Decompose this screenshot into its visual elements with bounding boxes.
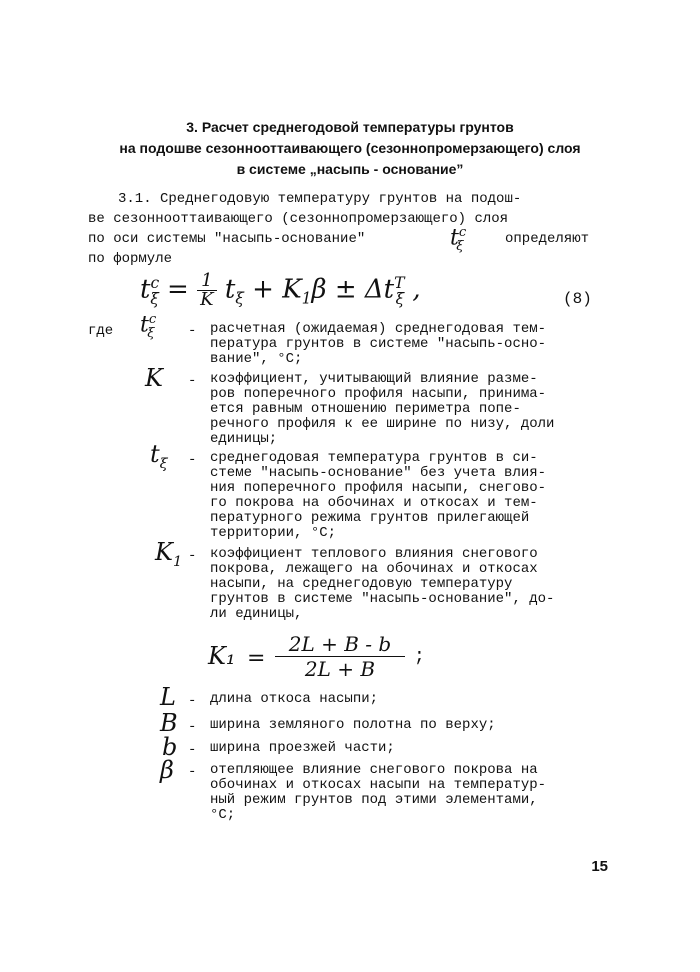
def-k-line3: ется равным отношению периметра попе- bbox=[210, 401, 521, 417]
intro-line1: 3.1. Среднегодовую температуру грунтов на подош- bbox=[118, 191, 522, 207]
def-k1-line2: покрова, лежащего на обочинах и откосах bbox=[210, 561, 538, 577]
def-beta-line4: °С; bbox=[210, 807, 236, 823]
dash-1: - bbox=[188, 323, 197, 339]
section-title-line3: в системе „насыпь - основание” bbox=[236, 161, 464, 177]
def-txi-line3: ния поперечного профиля насыпи, снегово- bbox=[210, 480, 547, 496]
def-txi-line2: стеме "насыпь-основание" без учета влия- bbox=[210, 465, 547, 481]
def-k1-line3: насыпи, на среднегодовую температуру bbox=[210, 576, 513, 592]
symbol-l: L bbox=[160, 683, 176, 711]
dash-4: - bbox=[188, 548, 197, 564]
def-b-upper-line1: ширина земляного полотна по верху; bbox=[210, 717, 496, 733]
def-tc-line3: вание", °С; bbox=[210, 351, 303, 367]
def-tc-line2: пература грунтов в системе "насыпь-осно- bbox=[210, 336, 547, 352]
def-txi-line5: пературного режима грунтов прилегающей bbox=[210, 510, 530, 526]
symbol-t-xi: $t_\xi$ bbox=[150, 440, 168, 472]
symbol-k1: $K_1$ bbox=[155, 538, 183, 570]
symbol-b-lower: b bbox=[162, 733, 178, 761]
page-number: 15 bbox=[591, 858, 608, 875]
dash-7: - bbox=[188, 742, 197, 758]
def-txi-line4: го покрова на обочинах и откосах и тем- bbox=[210, 495, 538, 511]
def-k1-line5: ли единицы, bbox=[210, 606, 303, 622]
section-title-line1: 3. Расчет среднегодовой температуры грунтов bbox=[186, 119, 514, 135]
symbol-b-upper: B bbox=[160, 709, 178, 737]
formula-k1-fraction bbox=[275, 632, 405, 681]
formula-k1-eq: = bbox=[247, 646, 266, 671]
intro-line2: ве сезоннооттаивающего (сезоннопромерзающего) слоя bbox=[88, 211, 509, 227]
symbol-beta: β bbox=[160, 756, 174, 784]
dash-5: - bbox=[188, 693, 197, 709]
def-l-line1: длина откоса насыпи; bbox=[210, 691, 379, 707]
symbol-tc-inline: $t^c_\xi$ bbox=[450, 225, 467, 254]
section-title-line2: на подошве сезоннооттаивающего (сезоннопромерзающего) слоя bbox=[119, 140, 581, 156]
def-k-line2: ров поперечного профиля насыпи, принима- bbox=[210, 386, 547, 402]
def-k1-line4: грунтов в системе "насыпь-основание", до- bbox=[210, 591, 555, 607]
intro-line3a: по оси системы "насыпь-основание" bbox=[88, 231, 366, 247]
dash-8: - bbox=[188, 764, 197, 780]
def-beta-line3: ный режим грунтов под этими элементами, bbox=[210, 792, 538, 808]
dash-2: - bbox=[188, 373, 197, 389]
def-k1-line1: коэффициент теплового влияния снегового bbox=[210, 546, 538, 562]
def-k-line5: единицы; bbox=[210, 431, 278, 447]
dash-6: - bbox=[188, 719, 197, 735]
def-k-line1: коэффициент, учитывающий влияние разме- bbox=[210, 371, 538, 387]
formula-k1-lhs-text: K₁ bbox=[208, 642, 236, 670]
intro-line3b: определяют bbox=[505, 231, 590, 247]
formula-number: (8) bbox=[563, 290, 592, 308]
formula-k1-tail: ; bbox=[414, 647, 425, 667]
def-txi-line1: среднегодовая температура грунтов в си- bbox=[210, 450, 538, 466]
def-k-line4: речного профиля к ее ширине по низу, доли bbox=[210, 416, 555, 432]
intro-line4: по формуле bbox=[88, 251, 173, 267]
dash-3: - bbox=[188, 452, 197, 468]
symbol-tc: $t^c_\xi$ bbox=[140, 312, 157, 341]
formula-k1-numerator: 2L + B - b bbox=[275, 632, 405, 657]
formula-k1-lhs bbox=[208, 642, 236, 670]
where-label: где bbox=[88, 323, 114, 339]
formula-k1-denominator: 2L + B bbox=[304, 657, 376, 681]
def-b-lower-line1: ширина проезжей части; bbox=[210, 740, 395, 756]
def-txi-line6: территории, °С; bbox=[210, 525, 337, 541]
def-tc-line1: расчетная (ожидаемая) среднегодовая тем- bbox=[210, 321, 547, 337]
symbol-k: K bbox=[145, 364, 163, 392]
def-beta-line2: обочинах и откосах насыпи на температур- bbox=[210, 777, 547, 793]
def-beta-line1: отепляющее влияние снегового покрова на bbox=[210, 762, 538, 778]
formula-8: $t^c_\xi$ = $\frac{1}{K}$ $t_\xi + K_1\beta \pm \Delta t^T_\xi$ , bbox=[140, 270, 421, 310]
